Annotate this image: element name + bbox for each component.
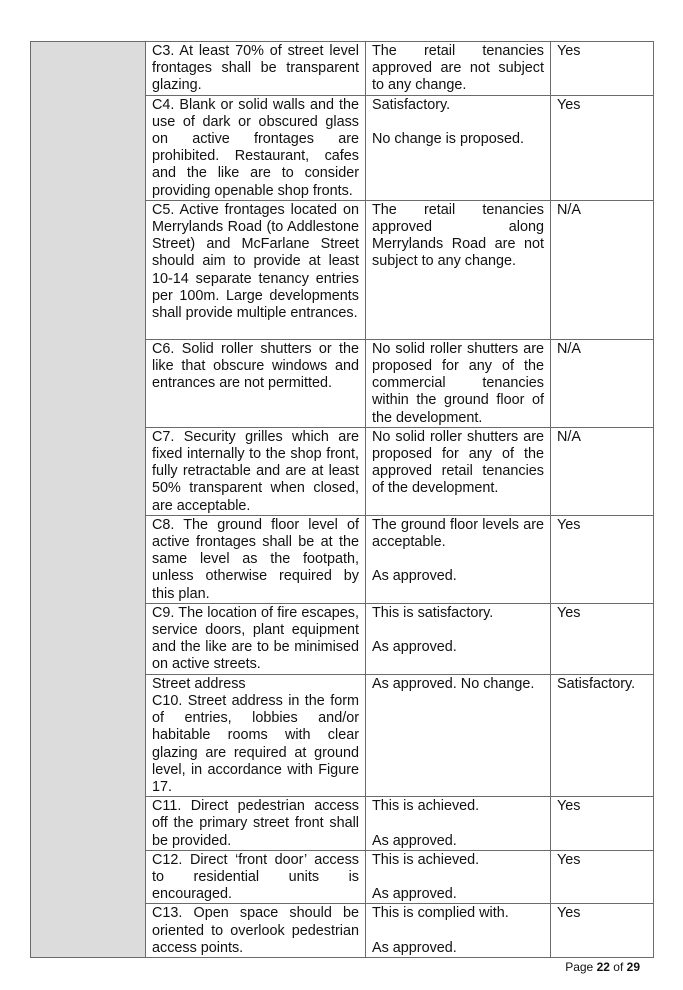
total-pages-number: 29 [626, 960, 640, 974]
compliance-cell: Yes [551, 42, 654, 96]
requirement-cell: Street address C10. Street address in the form of entries, lobbies and/or habitable rooms with clear glazing are required at ground level, in accordance with Figure 17. [146, 674, 366, 796]
comment-cell: This is achieved. As approved. [366, 797, 551, 851]
compliance-cell: Yes [551, 797, 654, 851]
compliance-cell: Yes [551, 515, 654, 603]
compliance-cell: Satisfactory. [551, 674, 654, 796]
of-label: of [613, 960, 624, 974]
section-heading-cell [31, 42, 146, 958]
current-page-number: 22 [596, 960, 610, 974]
requirement-cell: C5. Active frontages located on Merrylands Road (to Addlestone Street) and McFarlane Street should aim to provide at least 10-14 separate tenancy entries per 100m. Large developments shall provide multiple entrances. [146, 200, 366, 339]
requirement-cell: C4. Blank or solid walls and the use of dark or obscured glass on active frontages are prohibited. Restaurant, cafes and the like are to consider providing openable shop fronts. [146, 95, 366, 200]
table-row [31, 42, 654, 96]
comment-cell: Satisfactory. No change is proposed. [366, 95, 551, 200]
compliance-cell: Yes [551, 603, 654, 674]
comment-cell: The retail tenancies approved are not subject to any change. [366, 42, 551, 96]
requirement-cell: C3. At least 70% of street level frontages shall be transparent glazing. [146, 42, 366, 96]
compliance-table [30, 41, 654, 958]
requirement-cell: C12. Direct ‘front door’ access to residential units is encouraged. [146, 850, 366, 904]
compliance-cell: N/A [551, 200, 654, 339]
comment-cell: The ground floor levels are acceptable. As approved. [366, 515, 551, 603]
comment-cell: This is achieved. As approved. [366, 850, 551, 904]
page-label: Page [565, 960, 594, 974]
requirement-cell: C9. The location of fire escapes, service doors, plant equipment and the like are to be minimised on active streets. [146, 603, 366, 674]
compliance-cell: Yes [551, 850, 654, 904]
requirement-cell: C11. Direct pedestrian access off the primary street front shall be provided. [146, 797, 366, 851]
comment-cell: This is complied with. As approved. [366, 904, 551, 958]
requirement-cell: C13. Open space should be oriented to overlook pedestrian access points. [146, 904, 366, 958]
compliance-cell: N/A [551, 427, 654, 515]
comment-cell: No solid roller shutters are proposed for any of the commercial tenancies within the ground floor of the development. [366, 339, 551, 427]
comment-cell: This is satisfactory. As approved. [366, 603, 551, 674]
comment-cell: No solid roller shutters are proposed for any of the approved retail tenancies of the development. [366, 427, 551, 515]
compliance-cell: N/A [551, 339, 654, 427]
requirement-cell: C8. The ground floor level of active frontages shall be at the same level as the footpath, unless otherwise required by this plan. [146, 515, 366, 603]
comment-cell: As approved. No change. [366, 674, 551, 796]
comment-cell: The retail tenancies approved along Merrylands Road are not subject to any change. [366, 200, 551, 339]
compliance-cell: Yes [551, 904, 654, 958]
page-number-footer [565, 960, 640, 974]
compliance-cell: Yes [551, 95, 654, 200]
requirement-cell: C6. Solid roller shutters or the like that obscure windows and entrances are not permitted. [146, 339, 366, 427]
requirement-cell: C7. Security grilles which are fixed internally to the shop front, fully retractable and are at least 50% transparent when closed, are acceptable. [146, 427, 366, 515]
